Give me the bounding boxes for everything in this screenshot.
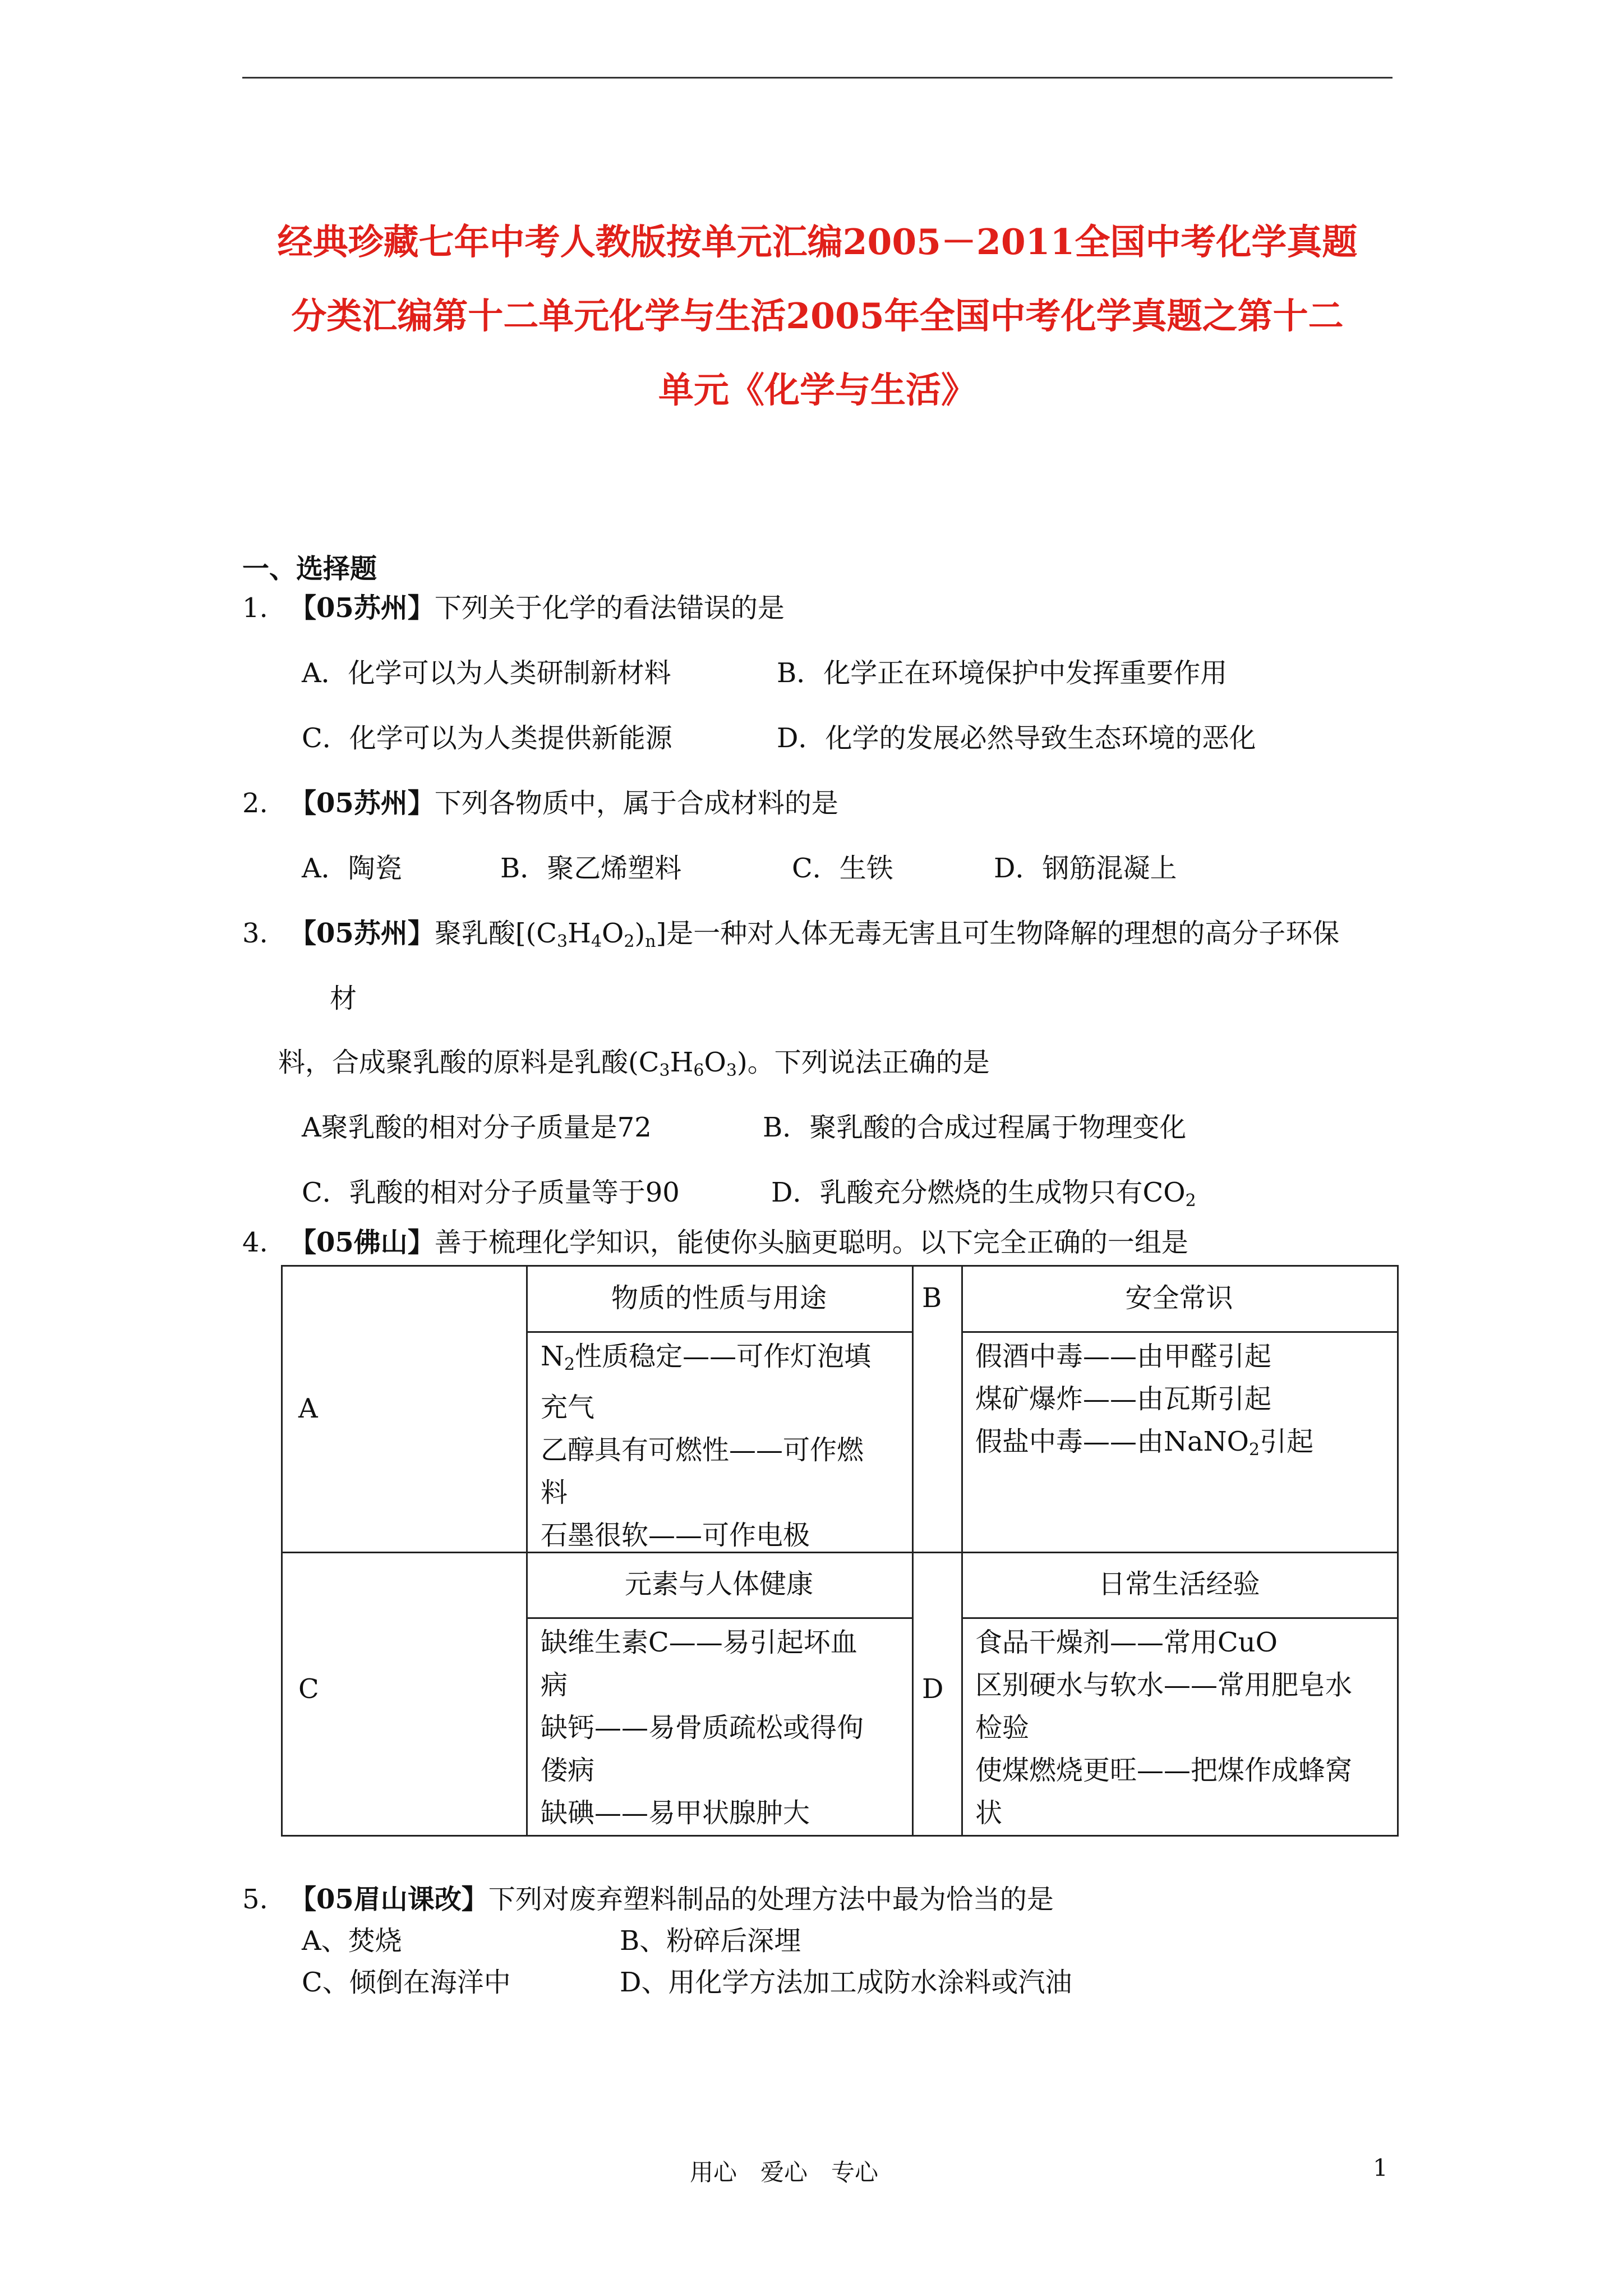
question-text: 下列关于化学的看法错误的是: [434, 592, 785, 624]
page-number: 1: [1373, 2154, 1388, 2182]
table-divider: [961, 1267, 963, 1835]
footer-motto: 用心 爱心 专心: [690, 2159, 879, 2186]
item-text: 性质稳定——可作灯泡填: [575, 1341, 872, 1372]
q3-option-b: B．聚乳酸的合成过程属于物理变化: [763, 1112, 1187, 1143]
group-d-item: 检验: [975, 1712, 1030, 1743]
question-number: 2.: [242, 788, 268, 819]
question-source: 【05佛山】: [289, 1227, 435, 1258]
document-title: [236, 205, 1399, 427]
group-a-item: 乙醇具有可燃性——可作燃: [541, 1434, 864, 1466]
group-a-item: 石墨很软——可作电极: [541, 1520, 810, 1551]
group-d-heading: 日常生活经验: [1098, 1568, 1260, 1600]
subscript: 2: [1185, 1191, 1196, 1211]
question-2: [242, 786, 838, 820]
group-c-item: 缺钙——易骨质疏松或得佝: [541, 1712, 864, 1743]
group-c-item: 偻病: [541, 1755, 595, 1786]
question-1: [242, 591, 785, 625]
group-d-item: 状: [975, 1797, 1003, 1829]
table-divider: [912, 1267, 914, 1835]
question-source: 【05苏州】: [289, 788, 435, 819]
q1-option-b: B．化学正在环境保护中发挥重要作用: [777, 657, 1228, 689]
question-4: [242, 1226, 1188, 1259]
group-a-item: 料: [541, 1477, 568, 1508]
item-text: N: [541, 1341, 564, 1372]
question-number: 4.: [242, 1227, 268, 1258]
q3-option-a: A聚乳酸的相对分子质量是72: [302, 1112, 652, 1143]
title-line-3: 单元《化学与生活》: [658, 369, 976, 411]
q2-option-b: B．聚乙烯塑料: [500, 853, 682, 884]
group-c-item: 病: [541, 1669, 568, 1701]
q2-option-c: C．生铁: [792, 853, 893, 884]
group-d-item: 食品干燥剂——常用CuO: [975, 1627, 1278, 1658]
question-text: )。下列说法正确的是: [736, 1047, 990, 1078]
table-divider: [961, 1331, 1397, 1333]
question-text: ]是一种对人体无毒无害且可生物降解的理想的高分子环保: [656, 918, 1340, 949]
q5-option-d: D、用化学方法加工成防水涂料或汽油: [620, 1967, 1072, 1998]
group-c-item: 缺维生素C——易引起坏血: [541, 1627, 857, 1658]
item-text: 假盐中毒——由NaNO: [975, 1426, 1249, 1457]
group-c-label: C: [298, 1673, 319, 1705]
group-d-item: 使煤燃烧更旺——把煤作成蜂窝: [975, 1755, 1353, 1786]
question-text: O: [704, 1047, 726, 1078]
group-a-label: A: [298, 1393, 318, 1424]
question-text: 下列各物质中，属于合成材料的是: [434, 788, 838, 819]
group-b-item: 假酒中毒——由甲醛引起: [975, 1341, 1272, 1372]
section-heading: 一、选择题: [242, 553, 377, 585]
question-text: 聚乳酸[(C: [434, 918, 557, 949]
q5-option-a: A、焚烧: [302, 1925, 402, 1957]
question-number: 3.: [242, 918, 268, 949]
question-text: H: [670, 1047, 694, 1078]
group-a-items: [541, 1335, 871, 1557]
question-text: 善于梳理化学知识，能使你头脑更聪明。以下完全正确的一组是: [434, 1227, 1188, 1258]
subscript: 3: [726, 1061, 737, 1080]
group-b-item: [975, 1420, 1313, 1471]
question-source: 【05苏州】: [289, 592, 435, 624]
group-d-items: [975, 1621, 1352, 1834]
table-divider: [961, 1617, 1397, 1619]
subscript: 3: [659, 1061, 670, 1080]
subscript: n: [645, 932, 656, 951]
item-text: 引起: [1260, 1426, 1314, 1457]
group-b-item: 煤矿爆炸——由瓦斯引起: [975, 1383, 1272, 1415]
question-5: [242, 1883, 1054, 1916]
group-c-item: 缺碘——易甲状腺肿大: [541, 1797, 810, 1829]
group-c-heading: 元素与人体健康: [624, 1568, 813, 1600]
q3-option-d: [771, 1176, 1196, 1218]
group-b-items: [975, 1335, 1313, 1471]
group-a-heading: 物质的性质与用途: [611, 1282, 827, 1314]
subscript: 2: [564, 1355, 575, 1374]
table-divider: [526, 1331, 912, 1333]
question-text: ): [634, 918, 645, 949]
q3-continuation-1: 材: [330, 983, 357, 1014]
q1-option-a: A．化学可以为人类研制新材料: [302, 657, 671, 689]
question-source: 【05苏州】: [289, 918, 435, 949]
q3-continuation-2: [278, 1046, 990, 1088]
question-text: 下列对废弃塑料制品的处理方法中最为恰当的是: [488, 1884, 1054, 1915]
group-d-item: 区别硬水与软水——常用肥皂水: [975, 1669, 1353, 1701]
q1-option-c: C．化学可以为人类提供新能源: [302, 723, 672, 754]
subscript: 3: [557, 932, 568, 951]
subscript: 4: [591, 932, 602, 951]
subscript: 6: [693, 1061, 704, 1080]
question-3: [242, 917, 1339, 959]
group-d-label: D: [922, 1673, 944, 1705]
q2-option-d: D．钢筋混凝上: [994, 853, 1177, 884]
group-b-label: B: [922, 1282, 942, 1314]
q2-option-a: A．陶瓷: [302, 853, 402, 884]
q5-option-c: C、倾倒在海洋中: [302, 1967, 511, 1998]
group-b-heading: 安全常识: [1125, 1282, 1233, 1314]
subscript: 2: [1248, 1440, 1260, 1460]
header-rule: [242, 77, 1393, 79]
question-text: 料，合成聚乳酸的原料是乳酸(C: [278, 1047, 660, 1078]
question-number: 1.: [242, 592, 268, 624]
group-a-item: [541, 1335, 871, 1386]
question-number: 5.: [242, 1884, 268, 1915]
q5-option-b: B、粉碎后深埋: [620, 1925, 801, 1957]
option-text: D．乳酸充分燃烧的生成物只有CO: [771, 1177, 1186, 1208]
group-c-items: [541, 1621, 864, 1834]
question-source: 【05眉山课改】: [289, 1884, 488, 1915]
question-text: O: [602, 918, 624, 949]
group-a-item: 充气: [541, 1392, 595, 1423]
q1-option-d: D．化学的发展必然导致生态环境的恶化: [777, 723, 1256, 754]
title-line-1: 经典珍藏七年中考人教版按单元汇编2005－2011全国中考化学真题: [277, 221, 1358, 263]
table-divider: [526, 1267, 528, 1835]
question-text: H: [568, 918, 591, 949]
title-line-2: 分类汇编第十二单元化学与生活2005年全国中考化学真题之第十二: [291, 295, 1344, 337]
table-divider: [526, 1617, 912, 1619]
knowledge-table: [281, 1265, 1399, 1837]
subscript: 2: [624, 932, 635, 951]
q3-option-c: C．乳酸的相对分子质量等于90: [302, 1177, 680, 1208]
